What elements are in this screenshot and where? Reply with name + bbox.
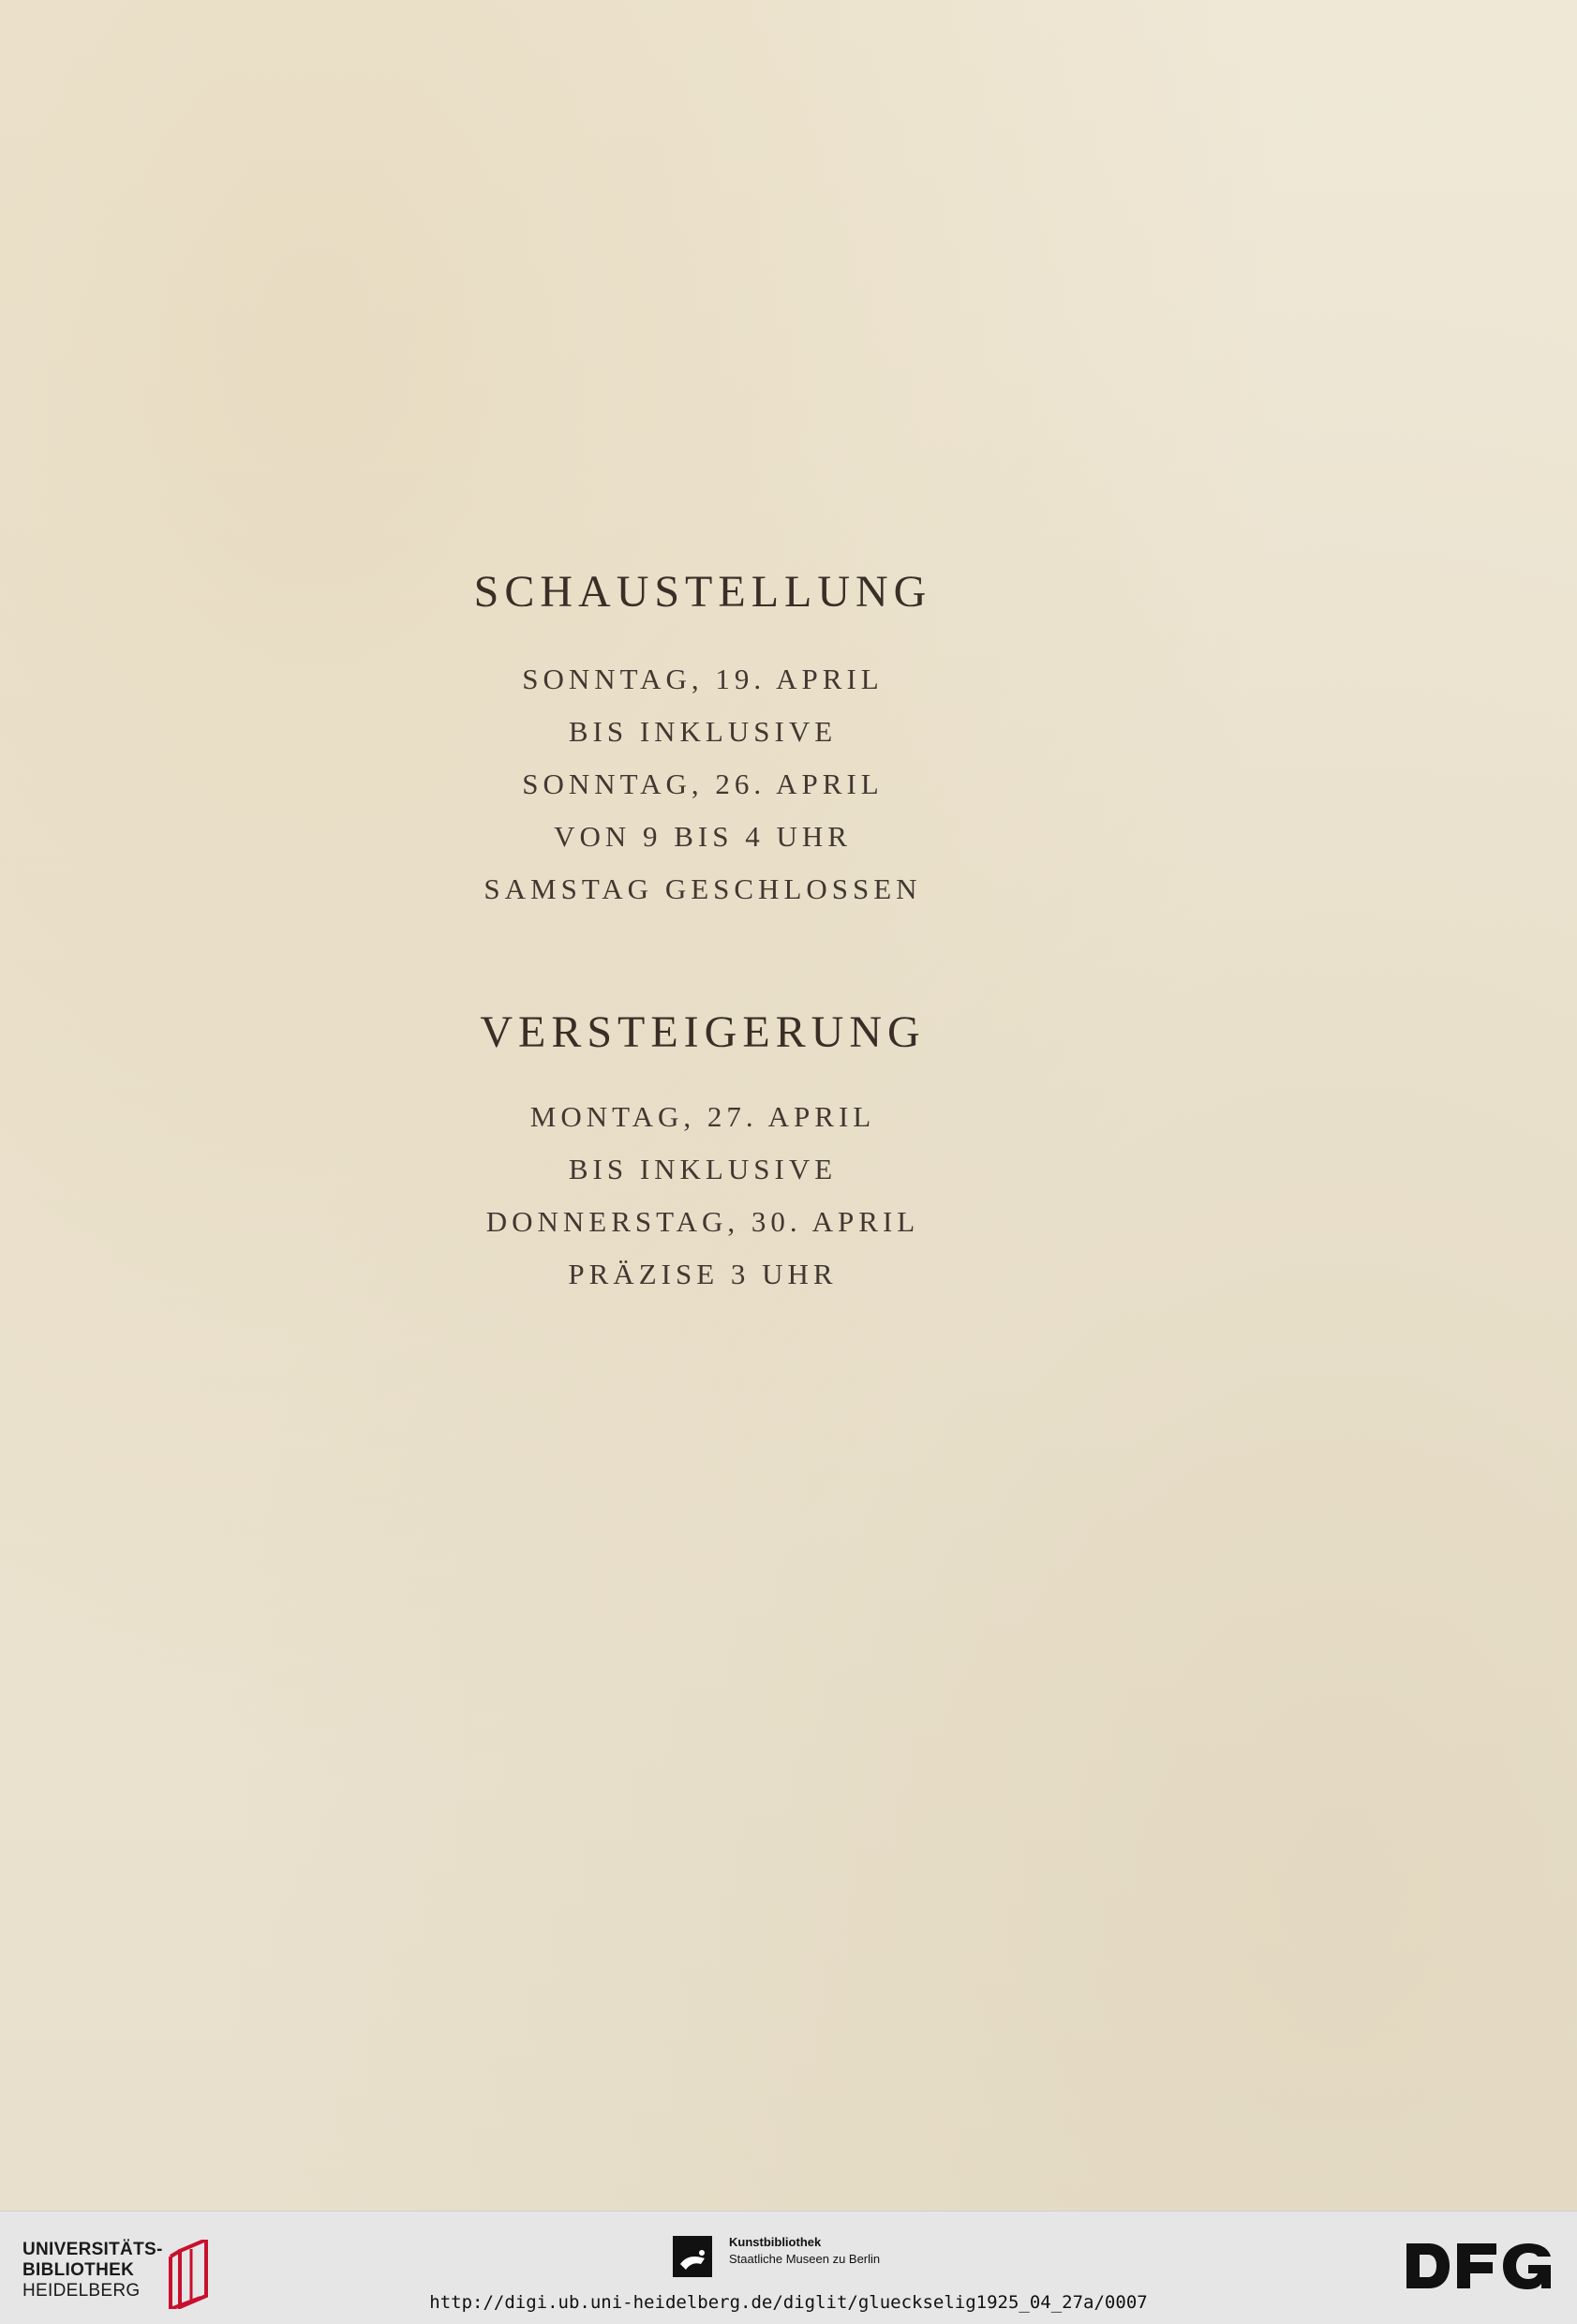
footer-bar bbox=[0, 2211, 1577, 2324]
auction-line: BIS INKLUSIVE bbox=[568, 1153, 838, 1185]
exhibition-line: SAMSTAG GESCHLOSSEN bbox=[484, 872, 922, 905]
auction-heading: VERSTEIGERUNG bbox=[480, 1007, 926, 1057]
exhibition-heading: SCHAUSTELLUNG bbox=[473, 567, 932, 617]
exhibition-section bbox=[0, 566, 1406, 916]
ub-logo-line1: UNIVERSITÄTS- bbox=[22, 2240, 163, 2259]
source-url[interactable]: http://digi.ub.uni-heidelberg.de/diglit/glueckselig1925_04_27a/0007 bbox=[429, 2292, 1148, 2313]
dfg-wordmark-icon bbox=[1403, 2240, 1555, 2292]
exhibition-line: BIS INKLUSIVE bbox=[568, 715, 838, 748]
auction-line: MONTAG, 27. APRIL bbox=[529, 1100, 876, 1133]
exhibition-line: SONNTAG, 19. APRIL bbox=[522, 663, 884, 695]
kunstbibliothek-eagle-icon bbox=[673, 2236, 712, 2277]
kunstbibliothek-subtitle: Staatliche Museen zu Berlin bbox=[729, 2252, 881, 2266]
kunstbibliothek-name: Kunstbibliothek bbox=[729, 2235, 822, 2249]
ub-logo-line3: HEIDELBERG bbox=[22, 2281, 141, 2301]
auction-section bbox=[0, 1006, 1406, 1301]
exhibition-line: SONNTAG, 26. APRIL bbox=[522, 767, 884, 800]
ub-logo-line2: BIBLIOTHEK bbox=[22, 2260, 135, 2280]
auction-line: DONNERSTAG, 30. APRIL bbox=[485, 1205, 920, 1238]
kunstbibliothek-text bbox=[729, 2234, 880, 2268]
kunstbibliothek-logo[interactable] bbox=[673, 2228, 935, 2285]
auction-line: PRÄZISE 3 UHR bbox=[568, 1258, 838, 1290]
dfg-logo[interactable] bbox=[1403, 2240, 1555, 2297]
exhibition-line: VON 9 BIS 4 UHR bbox=[554, 820, 852, 853]
